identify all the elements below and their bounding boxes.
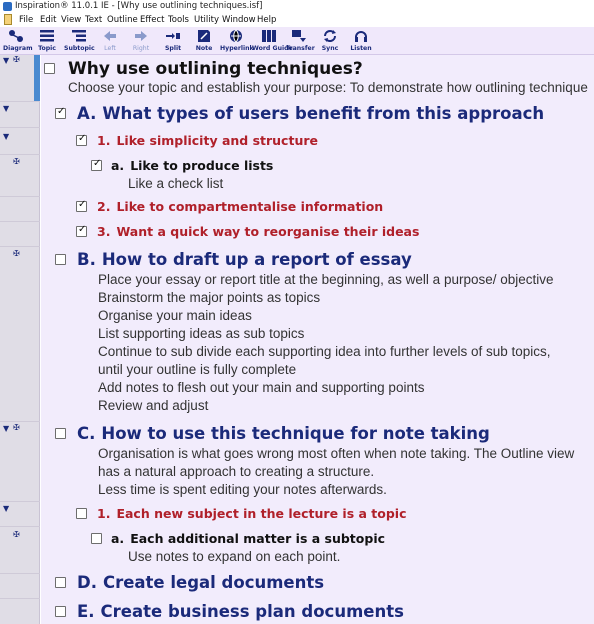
topic-icon: [39, 29, 55, 43]
topic-c-note-line[interactable]: Less time is spent editing your notes afterwards.: [98, 482, 387, 497]
word-guide-icon: [261, 29, 277, 43]
left-label: Left: [104, 45, 116, 52]
menu-outline[interactable]: Outline: [107, 15, 138, 25]
topic-b-checkbox[interactable]: [55, 254, 66, 265]
hyperlink-button[interactable]: [220, 27, 252, 55]
topic-a1-text: Like simplicity and structure: [116, 133, 318, 148]
word-guide-label: Word Guide: [252, 45, 293, 52]
subtopic-button[interactable]: [64, 27, 94, 55]
topic-c-checkbox[interactable]: [55, 428, 66, 439]
topic-c-note-line[interactable]: Organisation is what goes wrong most often when note taking. The Outline view: [98, 446, 575, 461]
menu-bar: [0, 13, 594, 27]
topic-a3-prefix: 3.: [97, 224, 111, 239]
topic-e-checkbox[interactable]: [55, 606, 66, 617]
topic-a1a-note[interactable]: Like a check list: [128, 176, 224, 191]
arrow-right-icon: [133, 29, 149, 43]
topic-c1a-note[interactable]: Use notes to expand on each point.: [128, 549, 341, 564]
menu-view[interactable]: View: [61, 15, 82, 25]
collapse-icon[interactable]: ▼: [3, 424, 10, 433]
outline-view: [41, 55, 594, 624]
subtopic-icon: [71, 29, 87, 43]
topic-a3-checkbox[interactable]: [76, 226, 87, 237]
topic-b-note-line[interactable]: Continue to sub divide each supporting idea into further levels of sub topics,: [98, 344, 551, 359]
topic-a1-title[interactable]: [97, 133, 318, 148]
sync-icon: [322, 29, 338, 43]
transfer-label: Transfer: [286, 45, 315, 52]
subtopic-label: Subtopic: [64, 45, 95, 52]
topic-b-title[interactable]: [77, 250, 412, 269]
gutter-row: [0, 527, 40, 574]
topic-c1-text: Each new subject in the lecture is a topic: [116, 506, 407, 521]
split-button[interactable]: [160, 27, 186, 55]
split-icon: [165, 29, 181, 43]
topic-b-note-line[interactable]: List supporting ideas as sub topics: [98, 326, 305, 341]
arrow-left-icon: [102, 29, 118, 43]
left-button[interactable]: [98, 27, 122, 55]
hyperlink-label: Hyperlink: [220, 45, 254, 52]
topic-a3-text: Want a quick way to reorganise their ideas: [116, 224, 420, 239]
topic-a1a-text: Like to produce lists: [130, 158, 274, 173]
gutter-row: [0, 197, 40, 222]
collapse-icon[interactable]: ▼: [3, 132, 10, 141]
main-topic-note[interactable]: Choose your topic and establish your purpose: To demonstrate how outlining technique: [68, 80, 588, 95]
topic-b-text: How to draft up a report of essay: [101, 250, 412, 269]
topic-b-note-line[interactable]: Place your essay or report title at the beginning, as well a purpose/ objective: [98, 272, 554, 287]
listen-button[interactable]: [348, 27, 374, 55]
topic-b-note-line[interactable]: Add notes to flesh out your main and supporting points: [98, 380, 425, 395]
menu-effect[interactable]: Effect: [140, 15, 165, 25]
topic-c-text: How to use this technique for note taking: [101, 424, 490, 443]
right-label: Right: [132, 45, 150, 52]
topic-a2-text: Like to compartmentalise information: [116, 199, 384, 214]
menu-tools[interactable]: Tools: [168, 15, 189, 25]
topic-c1a-prefix: a.: [111, 531, 125, 546]
topic-a1-checkbox[interactable]: [76, 135, 87, 146]
topic-b-note-line[interactable]: Organise your main ideas: [98, 308, 252, 323]
topic-a3-title[interactable]: [97, 224, 419, 239]
topic-a1-prefix: 1.: [97, 133, 111, 148]
topic-d-title[interactable]: [77, 573, 324, 592]
topic-a-checkbox[interactable]: [55, 108, 66, 119]
topic-d-prefix: D.: [77, 573, 97, 592]
collapse-icon[interactable]: ▼: [3, 504, 10, 513]
menu-help[interactable]: Help: [257, 15, 277, 25]
topic-c1-title[interactable]: [97, 506, 407, 521]
topic-c1a-checkbox[interactable]: [91, 533, 102, 544]
topic-a-text: What types of users benefit from this approach: [102, 104, 545, 123]
topic-b-note-line[interactable]: Brainstorm the major points as topics: [98, 290, 321, 305]
topic-a2-prefix: 2.: [97, 199, 111, 214]
topic-a1a-checkbox[interactable]: [91, 160, 102, 171]
listen-icon: [353, 29, 369, 43]
gutter-row: [0, 247, 40, 422]
gutter-row: [0, 574, 40, 599]
right-button[interactable]: [129, 27, 153, 55]
topic-a1a-title[interactable]: [111, 158, 273, 173]
topic-e-text: Create business plan documents: [100, 602, 404, 621]
topic-c1-checkbox[interactable]: [76, 508, 87, 519]
note-label: Note: [195, 45, 213, 52]
menu-edit[interactable]: Edit: [40, 15, 57, 25]
menu-utility[interactable]: Utility: [194, 15, 220, 25]
topic-c1a-title[interactable]: [111, 531, 385, 546]
topic-c-note-line[interactable]: has a natural approach to creating a structure.: [98, 464, 375, 479]
sync-label: Sync: [321, 45, 339, 52]
gutter-row: [0, 155, 40, 197]
gutter-row: [0, 222, 40, 247]
topic-c1-prefix: 1.: [97, 506, 111, 521]
diagram-icon: [8, 29, 24, 43]
topic-label: Topic: [38, 45, 56, 52]
gutter-row: [0, 422, 40, 502]
listen-label: Listen: [350, 45, 372, 52]
note-marker-icon[interactable]: ✠: [13, 423, 20, 432]
menu-file[interactable]: File: [19, 15, 34, 25]
main-topic-checkbox[interactable]: [44, 63, 55, 74]
title-bar: [0, 0, 594, 13]
collapse-icon[interactable]: ▼: [3, 104, 10, 113]
topic-e-title[interactable]: [77, 602, 404, 621]
document-icon[interactable]: [4, 14, 12, 25]
topic-c-title[interactable]: [77, 424, 490, 443]
note-marker-icon[interactable]: ✠: [13, 55, 20, 64]
topic-c1a-text: Each additional matter is a subtopic: [130, 531, 386, 546]
outline-gutter: [0, 55, 40, 624]
app-icon: [3, 2, 12, 11]
note-marker-icon[interactable]: ✠: [13, 249, 20, 258]
sync-button[interactable]: [318, 27, 342, 55]
note-icon: [196, 29, 212, 43]
topic-b-note-line[interactable]: until your outline is fully complete: [98, 362, 297, 377]
topic-e-prefix: E.: [77, 602, 95, 621]
topic-d-checkbox[interactable]: [55, 577, 66, 588]
word-guide-button[interactable]: [252, 27, 293, 55]
split-label: Split: [164, 45, 182, 52]
topic-b-prefix: B.: [77, 250, 96, 269]
transfer-button[interactable]: [286, 27, 315, 55]
topic-a-title[interactable]: [77, 104, 544, 123]
topic-c-prefix: C.: [77, 424, 96, 443]
topic-d-text: Create legal documents: [102, 573, 325, 592]
topic-a2-checkbox[interactable]: [76, 201, 87, 212]
diagram-label: Diagram: [3, 45, 33, 52]
topic-a1a-prefix: a.: [111, 158, 125, 173]
toolbar: [0, 27, 594, 55]
note-marker-icon[interactable]: ✠: [13, 530, 20, 539]
main-topic-title[interactable]: Why use outlining techniques?: [68, 59, 363, 79]
note-button[interactable]: [192, 27, 216, 55]
topic-b-note-line[interactable]: Review and adjust: [98, 398, 209, 413]
window-title: Inspiration® 11.0.1 IE - [Why use outlining techniques.isf]: [15, 1, 263, 11]
menu-text[interactable]: Text: [85, 15, 103, 25]
collapse-icon[interactable]: ▼: [3, 56, 10, 65]
diagram-button[interactable]: [3, 27, 33, 55]
topic-button[interactable]: [34, 27, 60, 55]
topic-a2-title[interactable]: [97, 199, 383, 214]
transfer-icon: [291, 29, 307, 43]
hyperlink-icon: [228, 29, 244, 43]
note-marker-icon[interactable]: ✠: [13, 157, 20, 166]
topic-a-prefix: A.: [77, 104, 97, 123]
menu-window[interactable]: Window: [222, 15, 256, 25]
